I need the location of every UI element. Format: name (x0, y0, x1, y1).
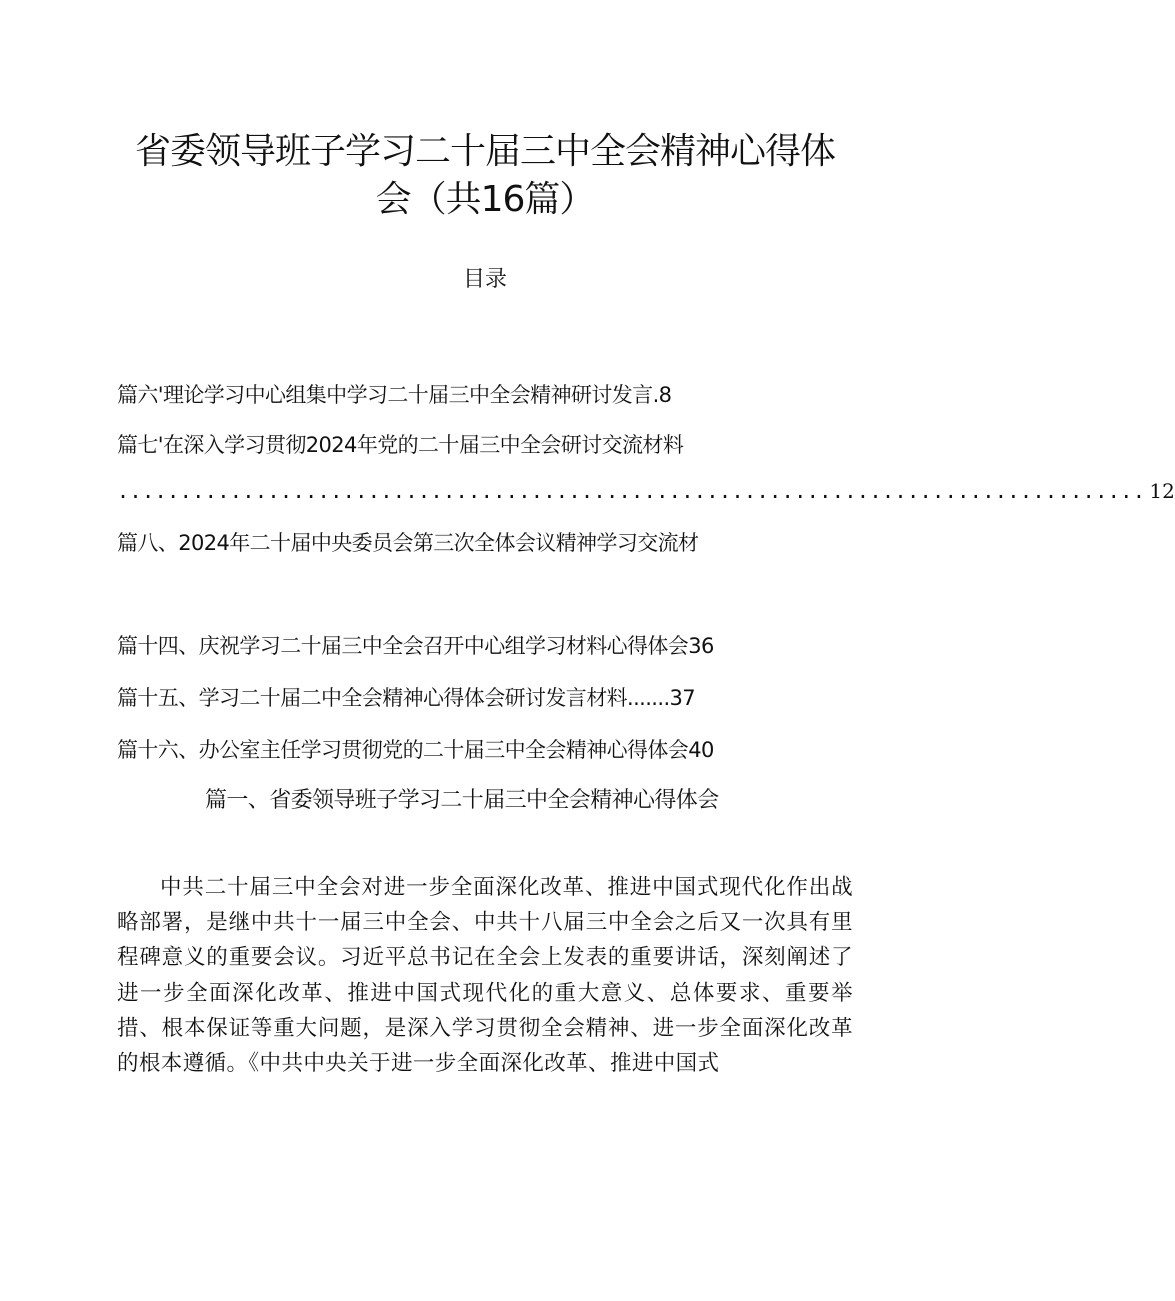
toc-leader-dots: .................................................................................. (117, 479, 1146, 503)
body-paragraph: 中共二十届三中全会对进一步全面深化改革、推进中国式现代化作出战略部署，是继中共十一届三中全会、中共十八届三中全会之后又一次具有里程碑意义的重要会议。习近平总书记在全会上发表的重要讲话，深刻阐述了进一步全面深化改革、推进中国式现代化的重大意义、总体要求、重要举措、根本保证等重大问题，是深入学习贯彻全会精神、进一步全面深化改革的根本遵循。《中共中央关于进一步全面深化改革、推进中国式 (117, 875, 853, 1077)
toc-entry[interactable]: 篇十四、庆祝学习二十届三中全会召开中心组学习材料心得体会36 (117, 634, 714, 658)
toc-entry[interactable]: 篇十五、学习二十届二中全会精神心得体会研讨发言材料.......37 (117, 686, 696, 710)
toc-leader-line[interactable] (117, 476, 1175, 506)
toc-entry[interactable]: 篇七'在深入学习贯彻2024年党的二十届三中全会研讨交流材料 (117, 433, 684, 457)
toc-heading: 目录 (462, 267, 507, 292)
toc-entry[interactable]: 篇六'理论学习中心组集中学习二十届三中全会精神研讨发言.8 (117, 383, 672, 407)
toc-entry[interactable]: 篇八、2024年二十届中央委员会第三次全体会议精神学习交流材 (117, 531, 699, 555)
document-title: 省委领导班子学习二十届三中全会精神心得体会（共16篇） (134, 131, 835, 220)
section-heading: 篇一、省委领导班子学习二十届三中全会精神心得体会 (205, 788, 719, 813)
toc-page-number: 12 (1149, 479, 1175, 503)
toc-entry[interactable]: 篇十六、办公室主任学习贯彻党的二十届三中全会精神心得体会40 (117, 738, 714, 762)
